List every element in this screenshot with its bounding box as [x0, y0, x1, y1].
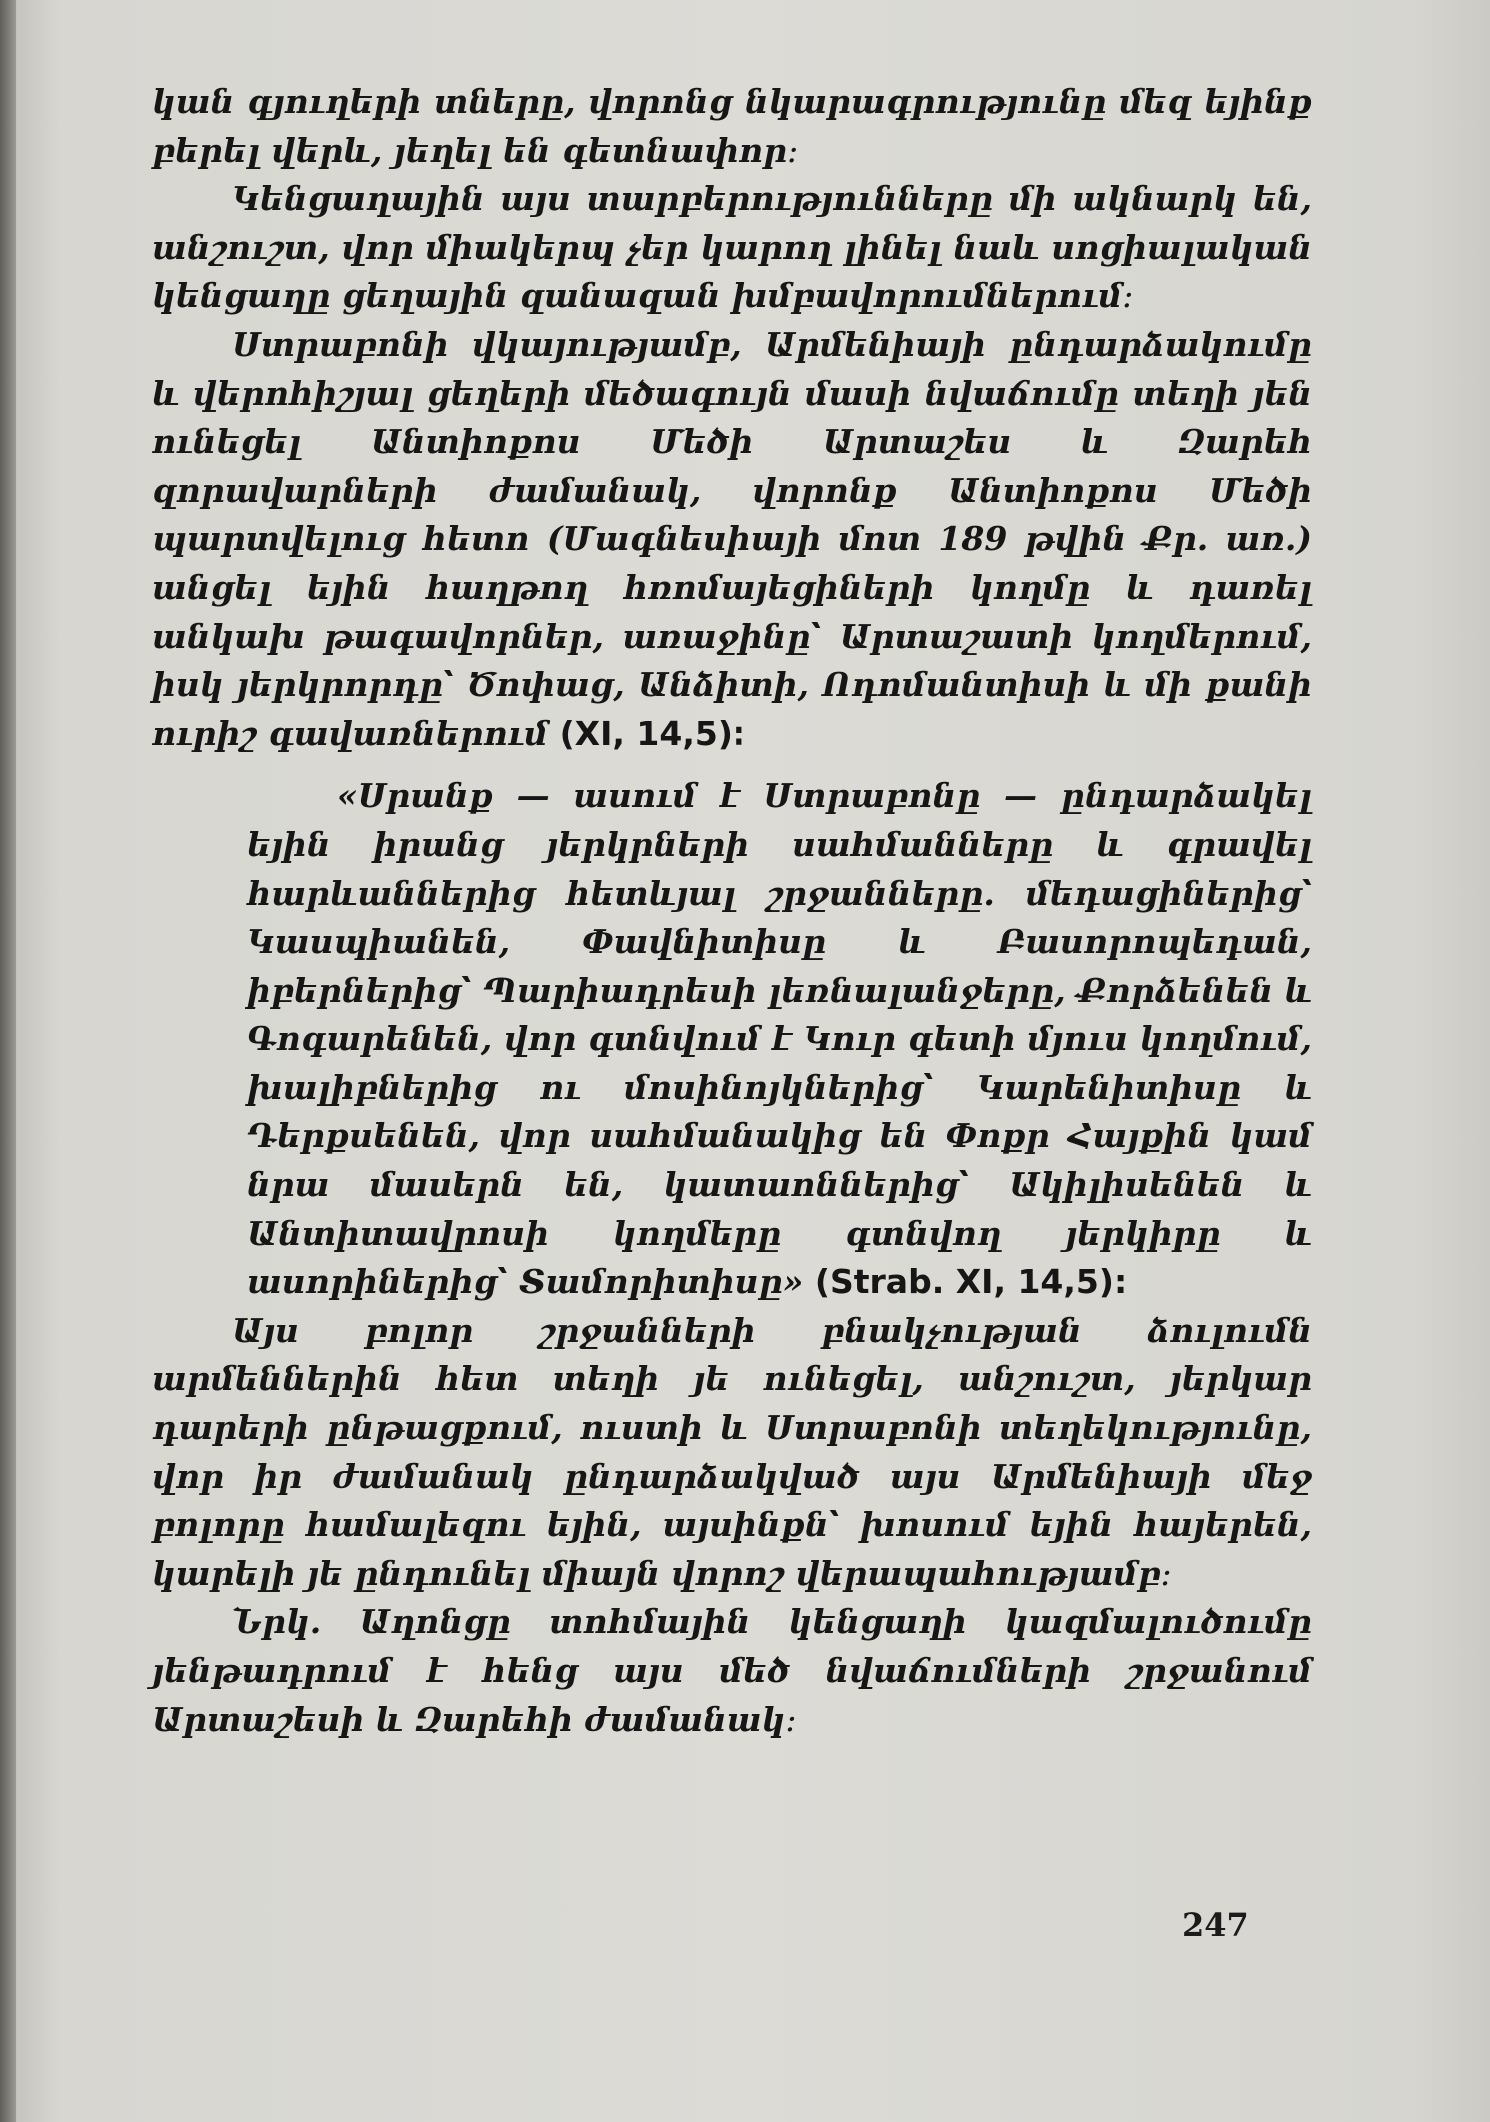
- quote-text: «Սրանք — ասում է Ստրաբոնը — ընդարձակել եյին իրանց յերկրների սահմանները և գրավել հարևաններից հետևյալ շրջանները. մեդացիներից՝ Կասպիանեն, Փավնիտիսը և Բասորոպեդան, իբերներից՝ Պարիադրեսի լեռնալանջերը, Քորձենեն և Գոգարենեն, վոր գտնվում է Կուր գետի մյուս կողմում, խալիբներից ու մոսինոյկներից՝ Կարենիտիսը և Դերքսենեն, վոր սահմանակից են Փոքր Հայքին կամ նրա մասերն են, կատաոններից՝ Ակիլիսենեն և Անտիտավրոսի կողմերը գտնվող յերկիրը և ասորիներից՝ Տամորիտիսը»: [247, 776, 1312, 1302]
- page-number: 247: [1182, 1906, 1249, 1944]
- body-text: [152, 78, 1312, 1744]
- citation-ref: (Strab. XI, 14,5):: [814, 1262, 1128, 1302]
- book-spine-shadow: [0, 0, 16, 2122]
- citation-ref: (XI, 14,5)։: [559, 713, 745, 753]
- paragraph-text: Կենցաղային այս տարբերությունները մի ակնարկ են, անշուշտ, վոր միակերպ չեր կարող լինել նաև սոցիալական կենցաղը ցեղային զանազան խմբավորումներում։: [152, 179, 1312, 316]
- paragraph-3: [152, 321, 1312, 758]
- paragraph-text: Այս բոլոր շրջանների բնակչության ձուլումն արմեններին հետ տեղի յե ունեցել, անշուշտ, յերկար դարերի ընթացքում, ուստի և Ստրաբոնի տեղեկությունը, վոր իր ժամանակ ընդարձակված այս Արմենիայի մեջ բոլորը համալեզու եյին, այսինքն՝ խոսում եյին հայերեն, կարելի յե ընդունել միայն վորոշ վերապահությամբ։: [152, 1310, 1312, 1593]
- paragraph-2: [152, 175, 1312, 321]
- paragraph-1-continuation: [152, 78, 1312, 175]
- paragraph-4: [152, 1307, 1312, 1599]
- paragraph-text: Ստրաբոնի վկայությամբ, Արմենիայի ընդարձակումը և վերոհիշյալ ցեղերի մեծագույն մասի նվաճումը տեղի յեն ունեցել Անտիոքոս Մեծի Արտաշես և Զարեհ զորավարների ժամանակ, վորոնք Անտիոքոս Մեծի պարտվելուց հետո (Մագնեսիայի մոտ 189 թվին Քր. առ.) անցել եյին հաղթող հռոմայեցիների կողմը և դառել անկախ թագավորներ, առաջինը՝ Արտաշատի կողմերում, իսկ յերկրորդը՝ Ծոփաց, Անձիտի, Ոդոմանտիսի և մի քանի ուրիշ գավառներում: [152, 324, 1312, 753]
- paragraph-text: կան գյուղերի տները, վորոնց նկարագրությունը մեզ եյինք բերել վերև, յեղել են գետնափոր։: [152, 82, 1312, 170]
- block-quote-strabo: [247, 772, 1312, 1307]
- paragraph-text: Նրկ. Աղոնցը տոհմային կենցաղի կազմալուծումը յենթադրում է հենց այս մեծ նվաճումների շրջանում Արտաշեսի և Զարեհի ժամանակ։: [152, 1602, 1312, 1739]
- paragraph-5: [152, 1598, 1312, 1744]
